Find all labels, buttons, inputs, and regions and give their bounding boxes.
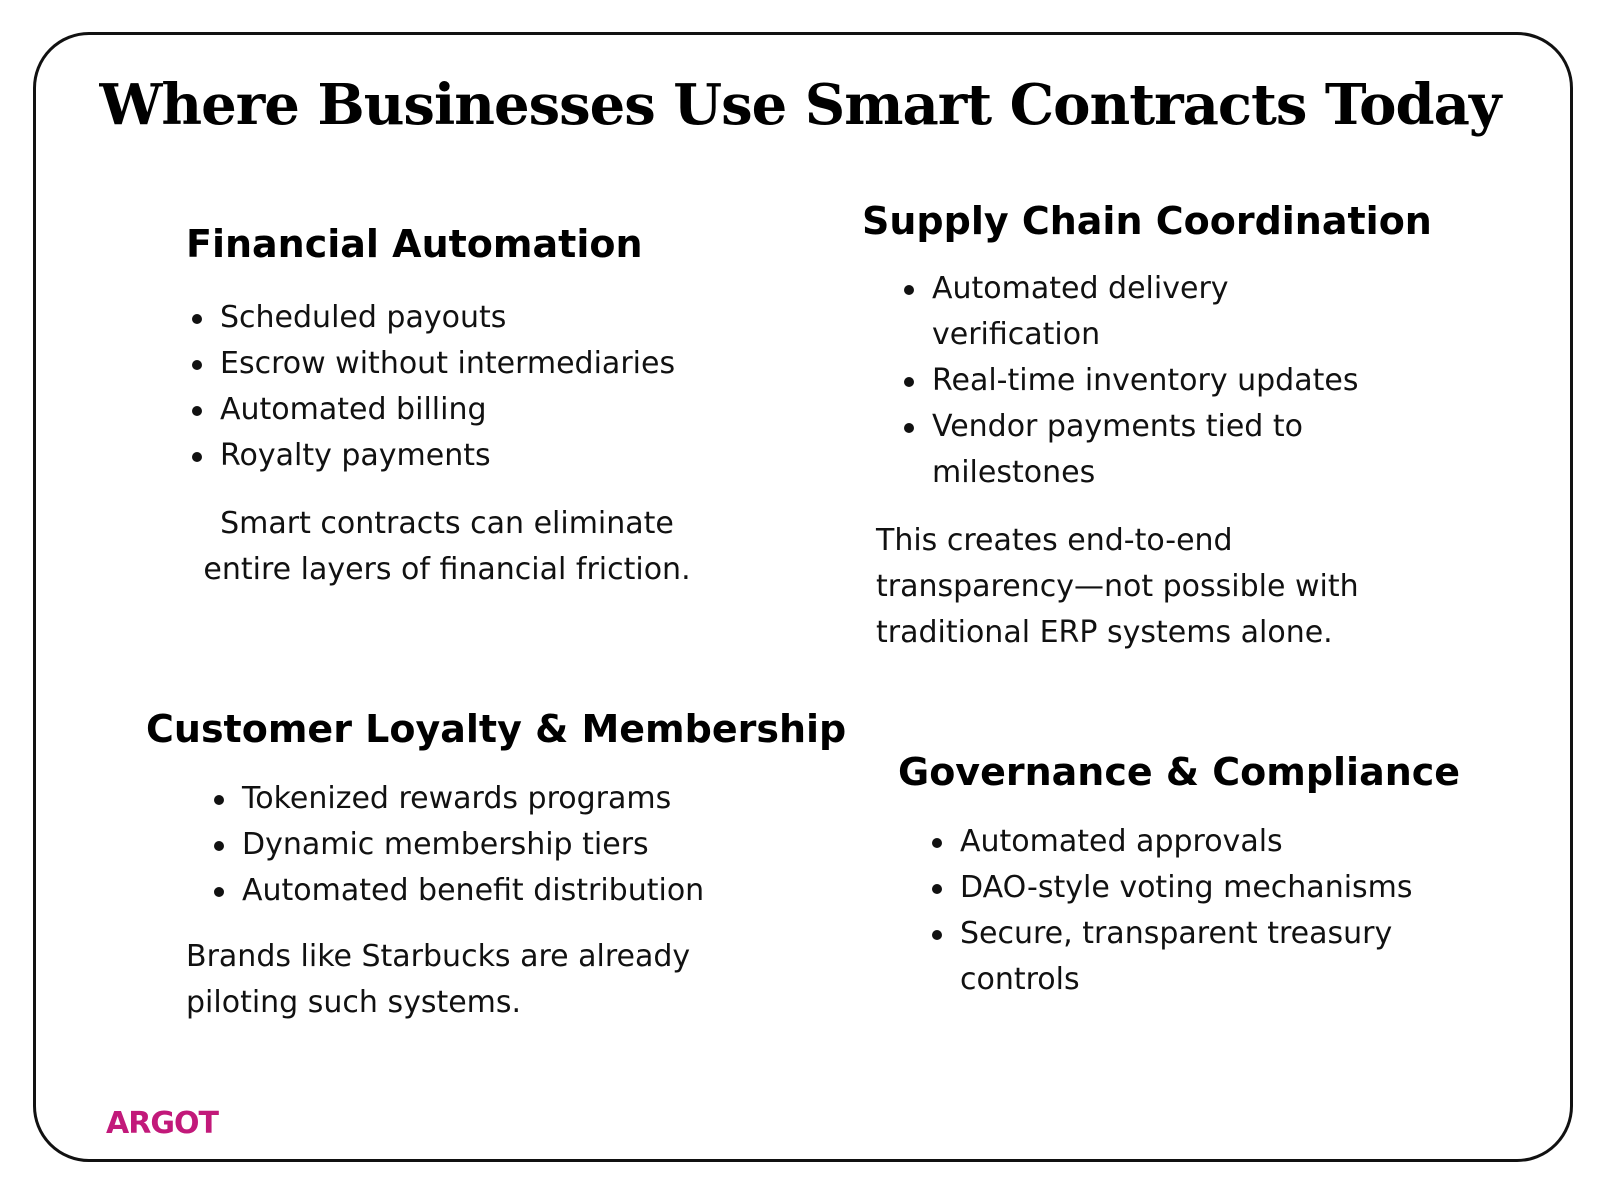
section-heading: Customer Loyalty & Membership (146, 707, 847, 751)
section-heading: Supply Chain Coordination (862, 199, 1432, 243)
list-item: Real-time inventory updates (898, 358, 1398, 404)
bullet-list (898, 266, 1398, 496)
list-item: Scheduled payouts (186, 295, 746, 341)
list-item: Automated benefit distribution (208, 868, 866, 914)
list-item: Escrow without intermediaries (186, 341, 746, 387)
list-item: Vendor payments tied to milestones (898, 404, 1398, 496)
list-item: Automated approvals (926, 819, 1446, 865)
section-customer-loyalty (146, 708, 866, 1026)
section-heading: Governance & Compliance (898, 750, 1461, 794)
list-item: Automated delivery verification (898, 266, 1398, 358)
page-title: Where Businesses Use Smart Contracts Today (99, 72, 1501, 138)
bullet-list (186, 295, 746, 479)
section-supply-chain (862, 199, 1432, 656)
list-item: Automated billing (186, 387, 746, 433)
list-item: DAO-style voting mechanisms (926, 865, 1446, 911)
section-governance (898, 751, 1498, 1003)
section-note: Brands like Starbucks are already piloting such systems. (186, 938, 691, 1020)
list-item: Secure, transparent treasury controls (926, 911, 1446, 1003)
section-heading: Financial Automation (186, 222, 643, 266)
list-item: Dynamic membership tiers (208, 822, 866, 868)
bullet-list (926, 819, 1446, 1003)
argot-logo: ARGOT (106, 1106, 218, 1141)
list-item: Tokenized rewards programs (208, 776, 866, 822)
section-financial-automation (186, 223, 746, 593)
section-note: This creates end-to-end transparency—not possible with traditional ERP systems alone. (876, 522, 1359, 650)
bullet-list (208, 776, 866, 914)
list-item: Royalty payments (186, 433, 746, 479)
section-note: Smart contracts can eliminate entire layers of financial friction. (203, 505, 691, 587)
